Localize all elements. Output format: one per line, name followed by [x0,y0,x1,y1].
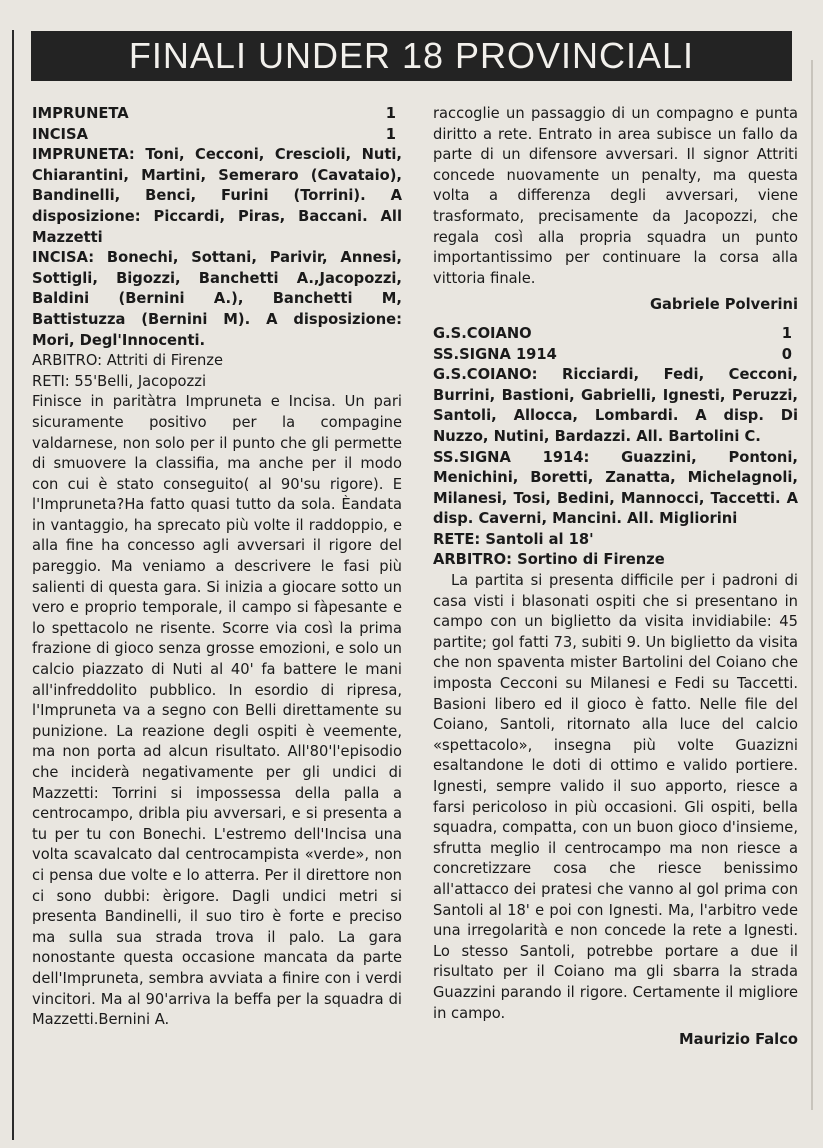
author-signature: Maurizio Falco [679,1031,798,1049]
goals-line: RETI: 55'Belli, Jacopozzi [32,372,207,390]
goals-line: RETE: Santoli al 18' [433,530,594,548]
team-score: 1 [385,125,396,143]
team-score: 0 [781,345,792,363]
left-column [32,104,402,1031]
match-report-continued: raccoglie un passaggio di un compagno e punta diritto a rete. Entrato in area subisce un fallo da parte di un difensore avversari. Il signor Attriti concede nuovamente un penalty, ma questa volta a differenza degli avversari, viene trasformato, precisamente da Jacopozzi, che regala così alla propria squadra un punto importantissimo per continuare la corsa alla vittoria finale. [433,105,798,287]
score-row-away [433,345,798,366]
right-column [433,104,798,1051]
team-name: INCISA [32,125,88,143]
team-name: IMPRUNETA [32,105,129,122]
lineup-home: IMPRUNETA: Toni, Cecconi, Crescioli, Nuti, Chiarantini, Martini, Semeraro (Cavataio), Bandinelli, Benci, Furini (Torrini). A disposizione: Piccardi, Piras, Baccani. All Mazzetti [32,146,402,246]
score-row-home [433,324,798,345]
referee-line: ARBITRO: Attriti di Firenze [32,352,224,370]
match-report: La partita si presenta difficile per i padroni di casa visti i blasonati ospiti che si presentano in campo con un biglietto da visita invidiabile: 45 partite; gol fatti 73, subiti 9. Un biglietto da visita che non spaventa mister Bartolini del Coiano che imposta Cecconi su Milanesi e Fedi su Taccetti. Basioni libero ed il gioco è fatto. Nelle file del Coiano, Santoli, ritornato alla luce del calcio «spettacolo», insegna più volte Guazizni esaltandone le doti di ottimo e valido portiere. Ignesti, sempre valido il suo apporto, riesce a farsi pericoloso in più occasioni. Gli ospiti, bella squadra, compatta, con un buon gioco d'insieme, sfrutta meglio il centrocampo ma non riesce a concretizzare cosa che riesce benissimo all'attacco dei pratesi che vanno al gol prima con Santoli al 18' e poi con Ignesti. Ma, l'arbitro vede una irregolarità e non concede la rete a Ignesti. Lo stesso Santoli, potrebbe portare a due il risultato per il Coiano ma gli sbarra la strada Guazzini parando il rigore. Certamente il migliore in campo. [433,572,798,1022]
team-name: SS.SIGNA 1914 [433,345,557,363]
lineup-away: SS.SIGNA 1914: Guazzini, Pontoni, Menichini, Boretti, Zanatta, Michelagnoli, Milanesi, Tosi, Bedini, Mannocci, Taccetti. A disp. Caverni, Mancini. All. Migliorini [433,448,798,528]
lineup-home: G.S.COIANO: Ricciardi, Fedi, Cecconi, Burrini, Bastioni, Gabrielli, Ignesti, Peruzzi, Santoli, Allocca, Lombardi. A disp. Di Nuzzo, Nutini, Bardazzi. All. Bartolini C. [433,366,798,445]
match-report: Finisce in paritàtra Impruneta e Incisa. Un pari sicuramente positivo per la compagine valdarnese, non solo per il punto che gli permette di smuovere la classifia, ma anche per il modo con cui è stato conseguito( al 90'su rigore). E l'Impruneta?Ha fatto quasi tutto da sola. Èandata in vantaggio, ha sprecato più volte il raddoppio, e alla fine ha concesso agli avversari il rigore del pareggio. Ma veniamo a descrivere le fasi più salienti di questa gara. Si inizia a giocare sotto un vero e proprio temporale, il campo si fàpesante e lo spettacolo ne risente. Scorre via così la prima frazione di gioco senza grosse emozioni, e solo un calcio piazzato di Nuti al 40' fa battere le mani all'infreddolito pubblico. In esordio di ripresa, l'Impruneta va a segno con Belli direttamente su punizione. La reazione degli ospiti è veemente, ma non porta ad alcun risultato. All'80'l'episodio che inciderà negativamente per gli undici di Mazzetti: Torrini si impossessa della palla a centrocampo, dribla piu avversari, e si presenta a tu per tu con Bonechi. L'estremo dell'Incisa una volta scavalcato dal centrocampista «verde», non ci pensa due volte e lo atterra. Per il direttore non ci sono dubbi: èrigore. Dagli undici metri si presenta Bandinelli, il suo tiro è forte e preciso ma sulla sua strada trova il palo. La gara nonostante questa occasione mancata da parte dell'Impruneta, sembra avviata a finire con i verdi vincitori. Ma al 90'arriva la beffa per la squadra di Mazzetti.Bernini A. [32,393,402,1029]
score-row-away [32,125,402,146]
team-name: G.S.COIANO [433,324,532,342]
author-signature: Gabriele Polverini [649,296,798,314]
lineup-away: INCISA: Bonechi, Sottani, Parivir, Annesi, Sottigli, Bigozzi, Banchetti A.,Jacopozzi, Baldini (Bernini A.), Banchetti M, Battistuzza (Bernini M). A disposizione: Mori, Degl'Innocenti. [32,249,402,349]
team-score: 1 [781,324,792,342]
page-edge [811,60,813,1110]
headline: FINALI UNDER 18 PROVINCIALI [31,31,792,81]
referee-line: ARBITRO: Sortino di Firenze [433,551,665,569]
team-score: 1 [385,105,396,122]
score-row-home [32,104,402,125]
column-rule [12,30,14,1140]
